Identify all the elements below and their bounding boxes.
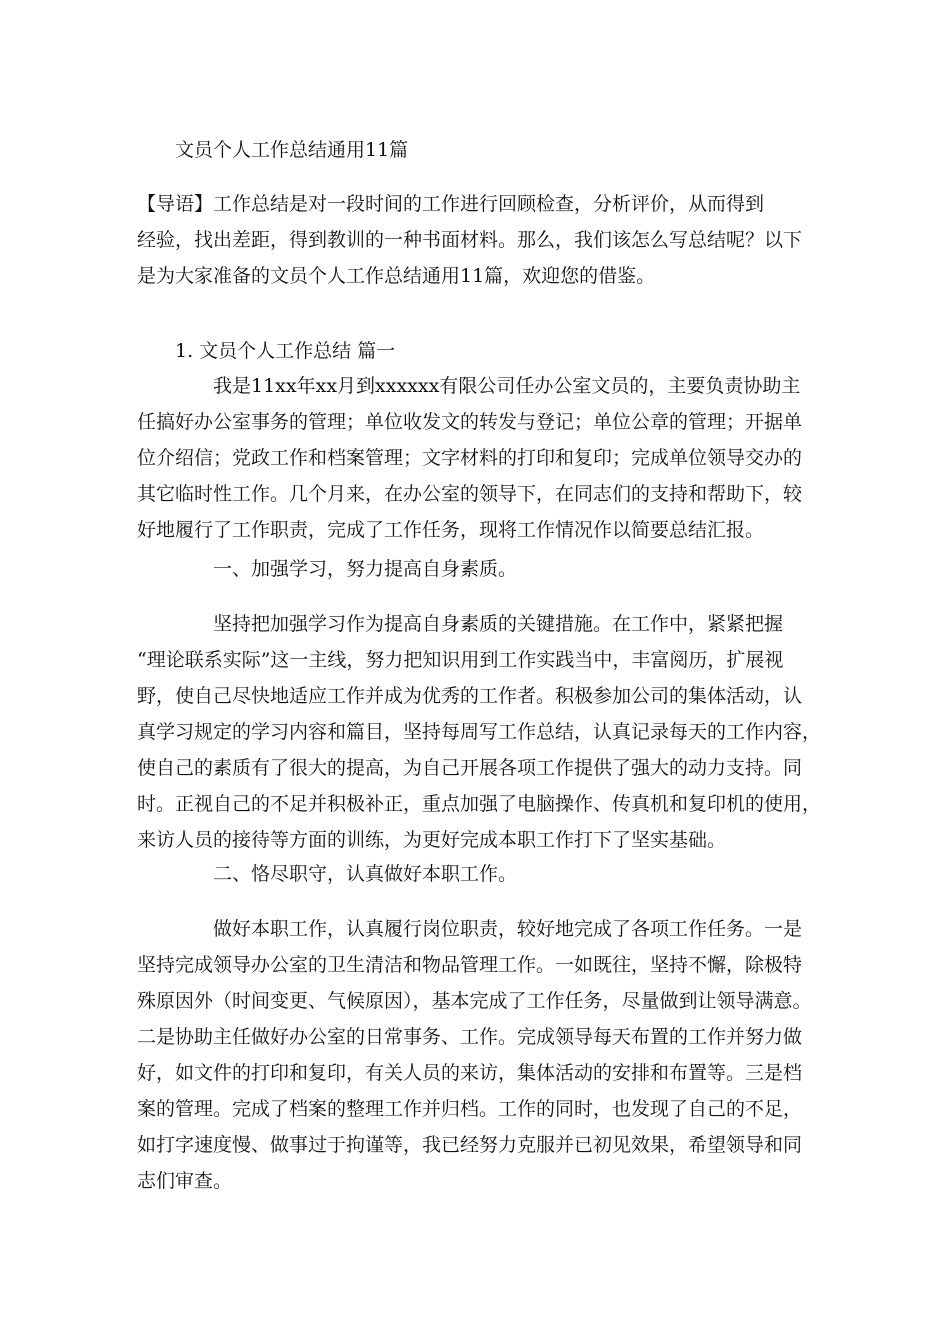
paragraph-line: 二是协助主任做好办公室的日常事务、工作。完成领导每天布置的工作并努力做 (137, 1026, 803, 1048)
lead-paragraph (137, 186, 812, 294)
paragraph-line: 位介绍信；党政工作和档案管理；文字材料的打印和复印；完成单位领导交办的 (137, 447, 803, 469)
paragraph-line: 殊原因外（时间变更、气候原因），基本完成了工作任务，尽量做到让领导满意。 (137, 990, 812, 1012)
paragraph-line: 我是11xx年xx月到xxxxxx有限公司任办公室文员的，主要负责协助主 (213, 375, 801, 397)
subheading-2: 二、恪尽职守，认真做好本职工作。 (213, 863, 518, 885)
paragraph-line: 坚持完成领导办公室的卫生清洁和物品管理工作。一如既往，坚持不懈，除极特 (137, 954, 803, 976)
body-paragraph-3 (137, 911, 827, 1199)
paragraph-line: 其它临时性工作。几个月来，在办公室的领导下，在同志们的支持和帮助下，较 (137, 483, 803, 505)
paragraph-line: “理论联系实际”这一主线，努力把知识用到工作实践当中，丰富阅历，扩展视 (137, 649, 784, 671)
paragraph-line: 好，如文件的打印和复印，有关人员的来访，集体活动的安排和布置等。三是档 (137, 1062, 803, 1084)
paragraph-line: 来访人员的接待等方面的训练，为更好完成本职工作打下了坚实基础。 (137, 829, 727, 851)
body-paragraph-1 (137, 368, 827, 548)
paragraph-line: 使自己的素质有了很大的提高，为自己开展各项工作提供了强大的动力支持。同 (137, 757, 803, 779)
paragraph-line: 任搞好办公室事务的管理；单位收发文的转发与登记；单位公章的管理；开据单 (137, 411, 803, 433)
paragraph-line: 坚持把加强学习作为提高自身素质的关键措施。在工作中，紧紧把握 (213, 613, 784, 635)
lead-line: 【导语】工作总结是对一段时间的工作进行回顾检查，分析评价，从而得到 (137, 193, 765, 215)
document-title: 文员个人工作总结通用11篇 (175, 139, 409, 161)
paragraph-line: 野，使自己尽快地适应工作并成为优秀的工作者。积极参加公司的集体活动，认 (137, 685, 803, 707)
lead-line: 是为大家准备的文员个人工作总结通用11篇，欢迎您的借鉴。 (137, 265, 656, 287)
paragraph-line: 做好本职工作，认真履行岗位职责，较好地完成了各项工作任务。一是 (213, 918, 803, 940)
subheading-1: 一、加强学习，努力提高自身素质。 (213, 558, 518, 580)
paragraph-line: 案的管理。完成了档案的整理工作并归档。工作的同时，也发现了自己的不足， (137, 1098, 803, 1120)
paragraph-line: 真学习规定的学习内容和篇目，坚持每周写工作总结，认真记录每天的工作内容， (137, 721, 822, 743)
paragraph-line: 好地履行了工作职责，完成了工作任务，现将工作情况作以简要总结汇报。 (137, 519, 765, 541)
lead-line: 经验，找出差距，得到教训的一种书面材料。那么，我们该怎么写总结呢？以下 (137, 229, 803, 251)
paragraph-line: 志们审查。 (137, 1170, 233, 1192)
body-paragraph-2 (137, 606, 827, 858)
paragraph-line: 如打字速度慢、做事过于拘谨等，我已经努力克服并已初见效果，希望领导和同 (137, 1134, 803, 1156)
section-heading: 1. 文员个人工作总结 篇一 (175, 340, 396, 362)
paragraph-line: 时。正视自己的不足并积极补正，重点加强了电脑操作、传真机和复印机的使用， (137, 793, 822, 815)
